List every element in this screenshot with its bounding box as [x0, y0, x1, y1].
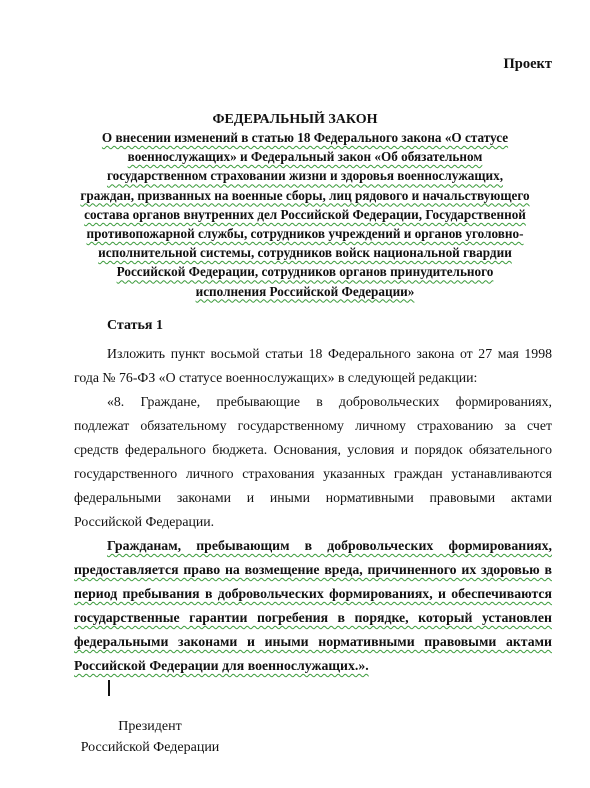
- subtitle-line: Российской Федерации, сотрудников органов принудительного: [116, 264, 494, 280]
- text-line: года № 76-ФЗ «О статусе военнослужащих» в следующей редакции:: [74, 370, 478, 385]
- subtitle-line: противопожарной службы, сотрудников учреждений и органов уголовно-: [86, 226, 524, 242]
- text-line: Изложить пункт восьмой статьи 18 Федерального закона от 27 мая 1998: [107, 346, 552, 361]
- added-text: предоставляется право на возмещение вреда, причиненного их здоровью в: [74, 562, 552, 577]
- text-line: [74, 654, 552, 678]
- text-cursor[interactable]: [108, 680, 110, 696]
- article-heading: Статья 1: [107, 318, 163, 333]
- text-line: [74, 630, 552, 654]
- subtitle-line: состава органов внутренних дел Российской Федерации, Государственной: [84, 206, 526, 222]
- paragraph-8: [74, 390, 552, 534]
- text-line: «8. Граждане, пребывающие в добровольческих формированиях,: [107, 394, 552, 409]
- text-line: [74, 582, 552, 606]
- text-line: федеральными законами и иными нормативными правовыми актами: [74, 490, 552, 505]
- law-subtitle: [60, 128, 550, 301]
- added-text: Российской Федерации для военнослужащих.».: [74, 658, 369, 673]
- subtitle-line: исполнительной системы, сотрудников войск национальной гвардии: [98, 245, 512, 261]
- subtitle-line: О внесении изменений в статью 18 Федерального закона «О статусе: [101, 130, 509, 145]
- subtitle-line: исполнения Российской Федерации»: [195, 283, 415, 299]
- subtitle-line: граждан, призванных на военные сборы, лиц рядового и начальствующего: [80, 187, 530, 203]
- law-type-title: ФЕДЕРАЛЬНЫЙ ЗАКОН: [212, 112, 378, 127]
- article-intro: [74, 342, 552, 390]
- text-line: Российской Федерации.: [74, 514, 215, 529]
- subtitle-line: государственном страховании жизни и здоровья военнослужащих,: [106, 168, 504, 184]
- text-line: государственного личного страхования указанных граждан устанавливаются: [74, 466, 552, 481]
- added-text: Гражданам, пребывающим в добровольческих формированиях,: [107, 538, 552, 553]
- subtitle-line: военнослужащих» и Федеральный закон «Об обязательном: [127, 149, 483, 165]
- draft-label: Проект: [503, 56, 552, 72]
- added-text: период пребывания в добровольческих формированиях, и обеспечиваются: [74, 586, 552, 601]
- signature-block: [80, 716, 220, 758]
- text-line: [74, 534, 552, 558]
- added-text: государственные гарантии погребения в порядке, который установлен: [74, 610, 552, 625]
- signature-title: Президент: [118, 719, 182, 734]
- text-line: подлежат обязательному государственному личному страхованию за счет: [74, 418, 552, 433]
- added-text: федеральными законами и иными нормативными правовыми актами: [74, 634, 552, 649]
- text-line: [74, 606, 552, 630]
- text-line: средств федерального бюджета. Основания, условия и порядок обязательного: [74, 442, 552, 457]
- signature-title-2: Российской Федерации: [80, 740, 220, 755]
- text-line: [74, 558, 552, 582]
- added-paragraph: [74, 534, 552, 678]
